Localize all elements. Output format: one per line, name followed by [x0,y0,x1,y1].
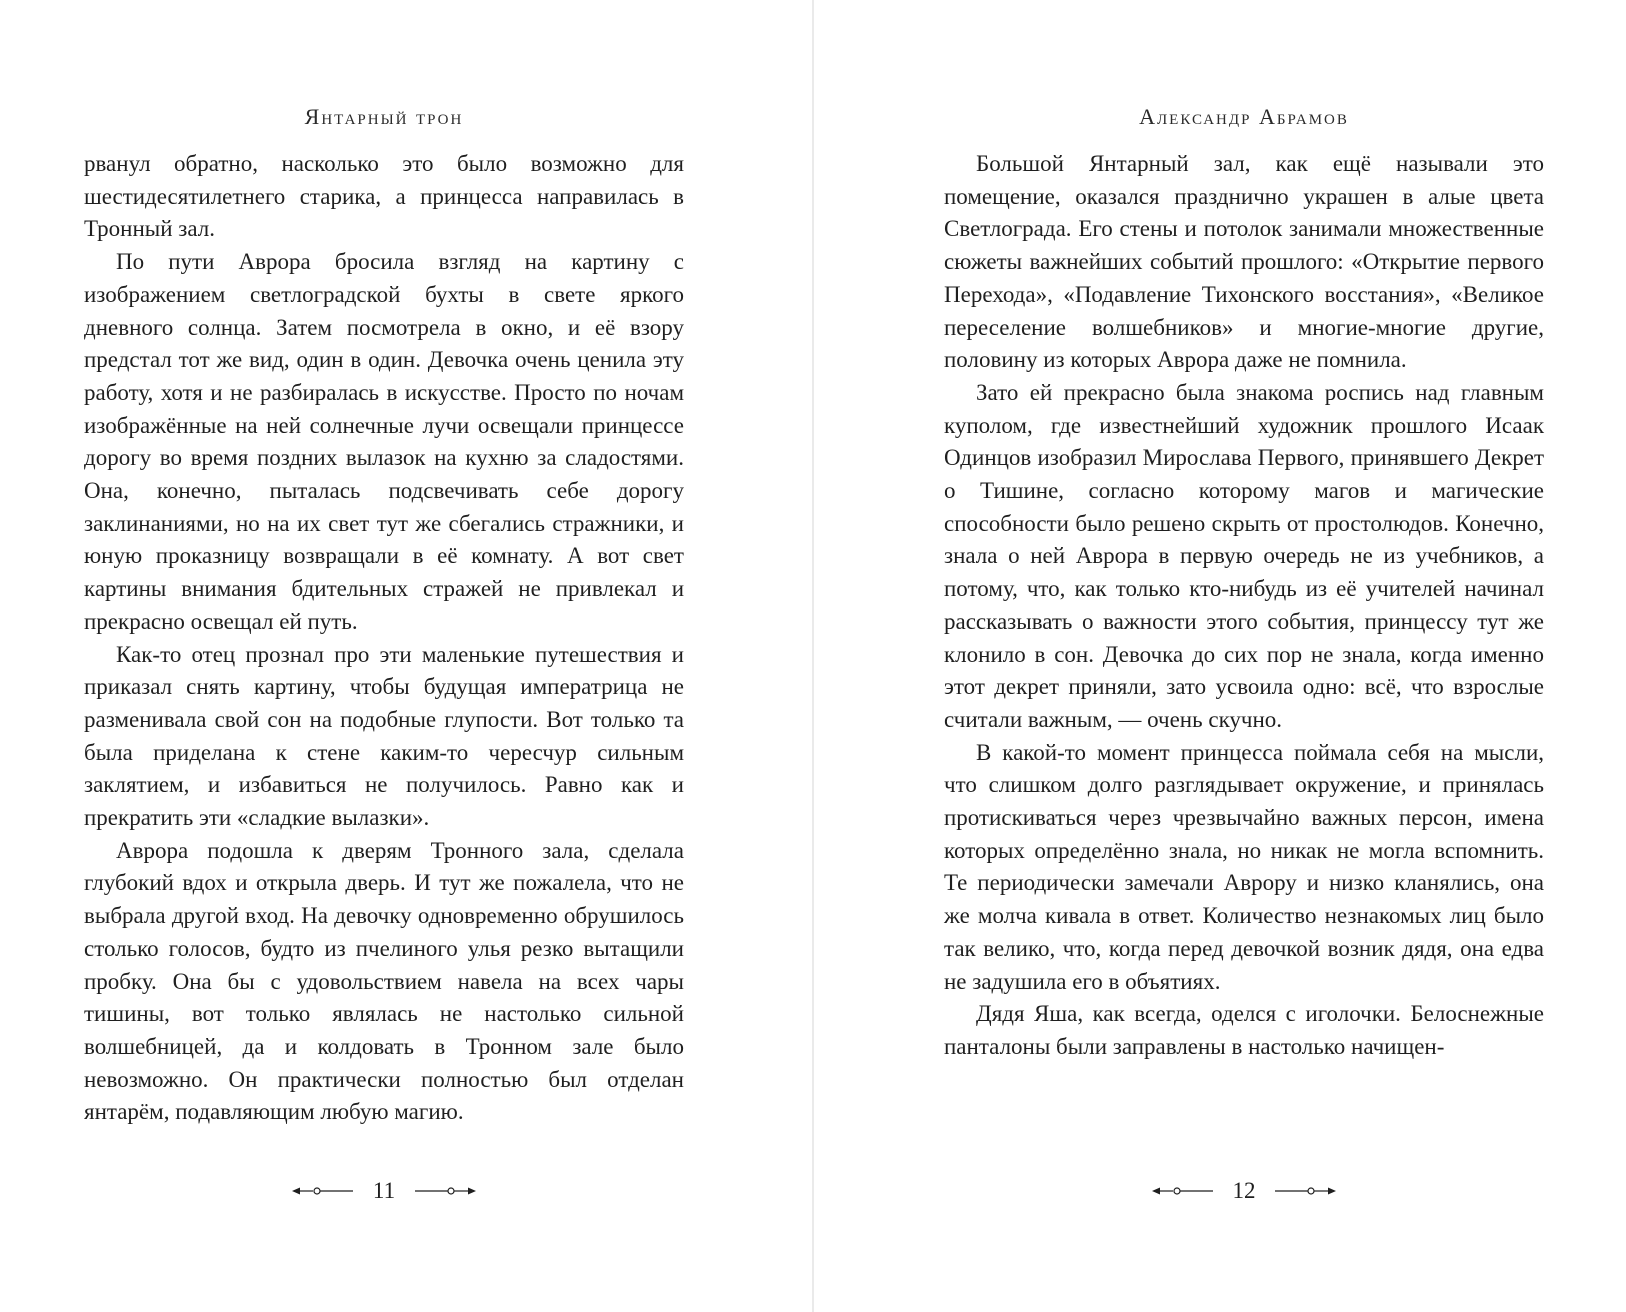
right-folio [944,1176,1544,1206]
left-paragraph-3: Как-то отец прознал про эти маленькие путешествия и приказал снять картину, чтобы будущая императрица не разменивала свой сон на подобные глупости. Вот только та была приделана к стене каким-то чересчур сильным заклятием, и избавиться не получилось. Равно как и прекратить эти «сладкие вылазки». [84,641,684,831]
left-page-text [84,148,684,1129]
left-page [0,0,812,1312]
right-page-number: 12 [1232,1178,1256,1203]
left-paragraph-4: Аврора подошла к дверям Тронного зала, сделала глубокий вдох и открыла дверь. И тут же пожалела, что не выбрала другой вход. На девочку одновременно обрушилось столько голосов, будто из пчелиного улья резко вытащили пробку. Она бы с удовольствием навела на всех чары тишины, вот только являлась не настолько сильной волшебницей, да и колдовать в Тронном зале было невозможно. Он практически полностью был отделан янтарём, подавляющим любую магию. [84,837,684,1125]
left-folio [84,1176,684,1206]
left-running-head: Янтарный трон [304,104,464,129]
folio-ornament-right-icon [413,1185,477,1197]
left-paragraph-1: рванул обратно, насколько это было возможно для шестидесятилетнего старика, а принцесса направилась в Тронный зал. [84,151,684,242]
right-page [814,0,1626,1312]
right-paragraph-4: Дядя Яша, как всегда, оделся с иголочки. Белоснежные панталоны были заправлены в настолько начищен- [944,1001,1544,1059]
right-paragraph-3: В какой-то момент принцесса поймала себя на мысли, что слишком долго разглядывает окружение, и принялась протискиваться через чрезвычайно важных персон, имена которых определённо знала, но никак не могла вспомнить. Те периодически замечали Аврору и низко кланялись, она же молча кивала в ответ. Количество незнакомых лиц было так велико, что, когда перед девочкой возник дядя, она едва не задушила его в объятиях. [944,739,1544,994]
folio-ornament-left-icon [291,1185,355,1197]
folio-ornament-right-icon [1273,1185,1337,1197]
right-running-head: Александр Абрамов [1139,104,1349,129]
left-page-number: 11 [372,1178,396,1203]
folio-ornament-left-icon [1151,1185,1215,1197]
right-paragraph-2: Зато ей прекрасно была знакома роспись над главным куполом, где известнейший художник прошлого Исаак Одинцов изобразил Мирослава Первого, принявшего Декрет о Тишине, согласно которому магов и магические способности было решено скрыть от простолюдов. Конечно, знала о ней Аврора в первую очередь не из учебников, а потому, что, как только кто-нибудь из её учителей начинал рассказывать о важности этого события, принцессу тут же клонило в сон. Девочка до сих пор не знала, когда именно этот декрет приняли, зато усвоила одно: всё, что взрослые считали важным, — очень скучно. [944,379,1544,732]
right-paragraph-1: Большой Янтарный зал, как ещё называли это помещение, оказался празднично украшен в алые цвета Светлограда. Его стены и потолок занимали множественные сюжеты важнейших событий прошлого: «Открытие первого Перехода», «Подавление Тихонского восстания», «Великое переселение волшебников» и многие-многие другие, половину из которых Аврора даже не помнила. [944,151,1544,373]
left-paragraph-2: По пути Аврора бросила взгляд на картину с изображением светлоградской бухты в свете яркого дневного солнца. Затем посмотрела в окно, и её взору предстал тот же вид, один в один. Девочка очень ценила эту работу, хотя и не разбиралась в искусстве. Просто по ночам изображённые на ней солнечные лучи освещали принцессе дорогу во время поздних вылазок на кухню за сладостями. Она, конечно, пыталась подсвечивать себе дорогу заклинаниями, но на их свет тут же сбегались стражники, и юную проказницу возвращали в её комнату. А вот свет картины внимания бдительных стражей не привлекал и прекрасно освещал ей путь. [84,249,684,634]
right-page-text [944,148,1544,1064]
